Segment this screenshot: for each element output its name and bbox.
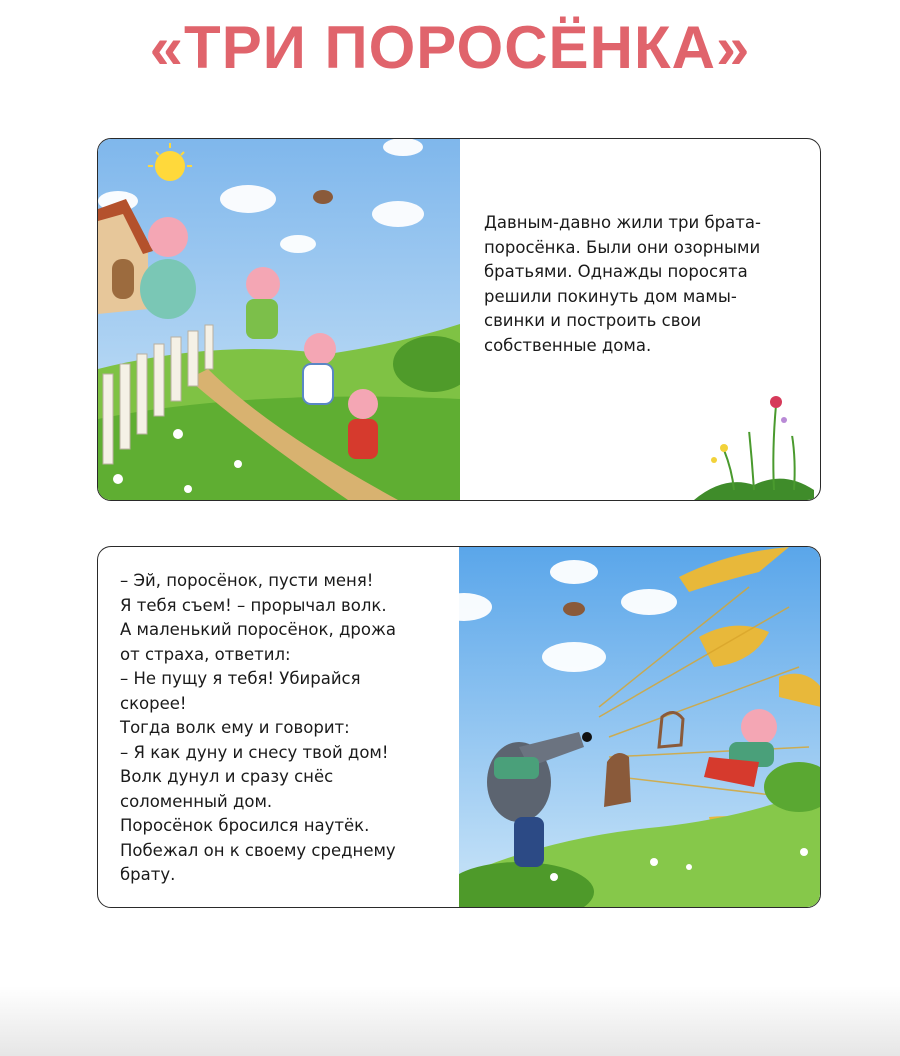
text-line: Волк дунул и сразу снёс bbox=[120, 767, 334, 786]
text-line: брату. bbox=[120, 865, 176, 884]
text-line: поросёнка. Были они озорными bbox=[484, 237, 761, 257]
text-line: от страха, ответил: bbox=[120, 644, 291, 664]
text-line: Побежал он к своему среднему bbox=[120, 840, 396, 860]
text-line: собственные дома. bbox=[484, 335, 652, 355]
story-text-1 bbox=[484, 211, 804, 358]
text-line: свинки и построить свои bbox=[484, 311, 702, 330]
text-line: – Не пущу я тебя! Убирайся bbox=[120, 669, 361, 688]
wolf-blows-straw-house-illustration bbox=[459, 547, 821, 907]
text-line: Давным-давно жили три брата- bbox=[484, 213, 761, 232]
text-line: Поросёнок бросился наутёк. bbox=[120, 816, 370, 835]
three-pigs-leaving-home-illustration bbox=[98, 139, 460, 500]
story-page-1 bbox=[97, 138, 821, 501]
text-line: братьями. Однажды поросята bbox=[484, 262, 748, 281]
text-line: – Эй, поросёнок, пусти меня! bbox=[120, 571, 374, 590]
text-line: решили покинуть дом мамы- bbox=[484, 286, 737, 306]
text-line: соломенный дом. bbox=[120, 791, 273, 811]
story-text-2 bbox=[120, 569, 450, 888]
story-page-2 bbox=[97, 546, 821, 908]
text-line: – Я как дуну и снесу твой дом! bbox=[120, 742, 389, 762]
text-line: А маленький поросёнок, дрожа bbox=[120, 620, 396, 639]
flowers-decoration bbox=[694, 390, 814, 500]
page-bottom-edge bbox=[0, 986, 900, 1056]
page-title: «ТРИ ПОРОСЁНКА» bbox=[149, 14, 751, 81]
text-line: Тогда волк ему и говорит: bbox=[120, 718, 350, 737]
text-line: Я тебя съем! – прорычал волк. bbox=[120, 595, 387, 615]
text-line: скорее! bbox=[120, 693, 187, 713]
